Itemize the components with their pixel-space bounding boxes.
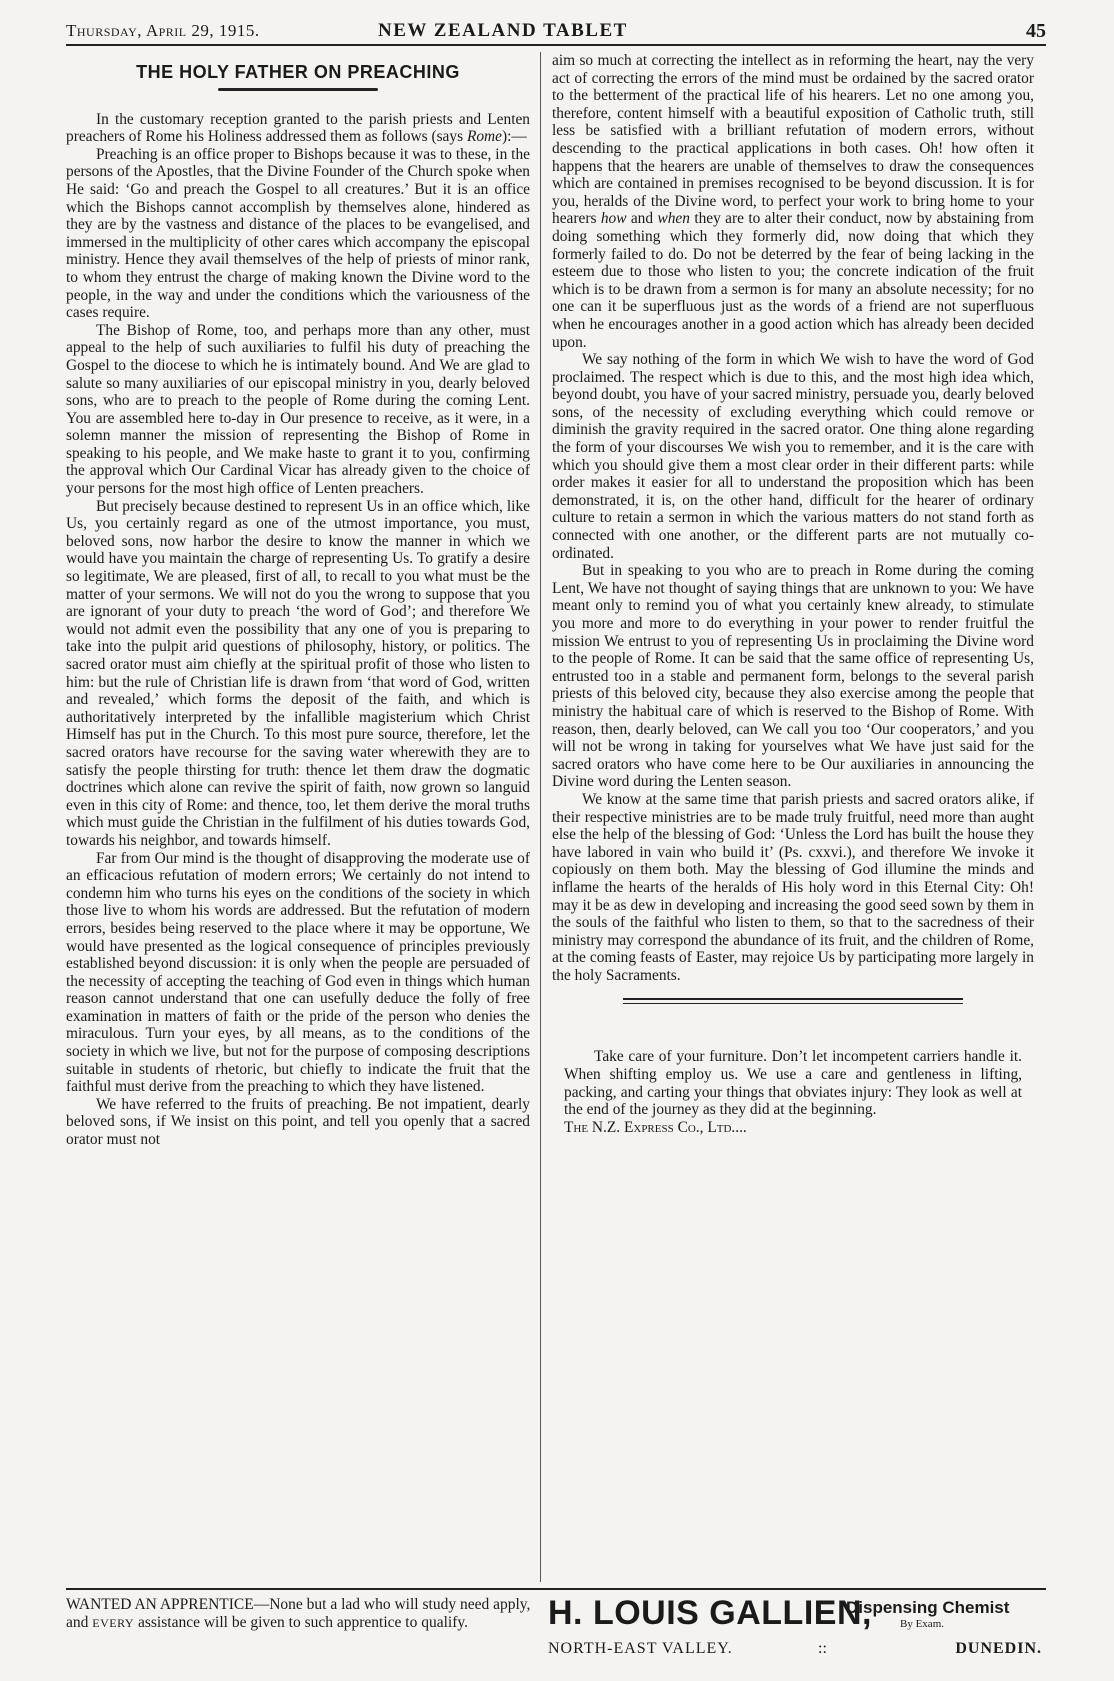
paragraph: We have referred to the fruits of preaching. Be not impatient, dearly beloved sons, if We insist on this point, and tell you openly that a sacred orator must not — [66, 1095, 530, 1149]
chemist-city: DUNEDIN. — [955, 1640, 1042, 1657]
left-column — [66, 52, 530, 1149]
paragraph: We know at the same time that parish priests and sacred orators alike, if their respective ministries are to be made truly fruitful, need more than aught else the help of the blessing of God: ‘Unless the Lord has built the house they have labored in vain who build it’ (Ps. cxxvi.), and therefore We invoke it copiously on them both. May the blessing of God illumine the minds and inflame the hearts of the heralds of His holy word in this Eternal City: Oh! may it be as dew in developing and increasing the good seed sown by them in the souls of the faithful who listen to them, so that to the sacredness of their ministry may correspond the abundance of its fruit, and the children of Rome, at the coming feasts of Easter, may rejoice Us by participating more largely in the holy Sacraments. — [552, 790, 1034, 984]
paragraph: The Bishop of Rome, too, and perhaps more than any other, must appeal to the help of such auxiliaries to fulfil his duty of preaching the Gospel to the diocese to which he is intimately bound. And We are glad to salute so many auxiliaries of our episcopal ministry in you, dearly beloved sons, who are to preach to the people of Rome during the coming Lent. You are assembled here to-day in Our presence to receive, as it were, in a solemn manner the mission of representing the Bishop of Rome in speaking to his people, and We make haste to grant it to you, confirming the approval which Our Cardinal Vicar has already given to the choice of your persons for the most high office of Lenten preachers. — [66, 321, 530, 498]
column-divider — [540, 52, 541, 1582]
express-advertisement — [552, 1048, 1034, 1136]
paragraph: We say nothing of the form in which We wish to have the word of God proclaimed. The respect which is due to this, and the most high idea which, beyond doubt, you have of your sacred ministry, persuade you, dearly beloved sons, of the necessity of excluding everything which could remove or diminish the gravity required in the sacred orator. One thing alone regarding the form of your discourses We wish you to remember, and it is the care with which you should give them a most clear order in their different parts: while order makes it easier for all to understand the proposition which has been demonstrated, it is, on the other hand, difficult for the hearer of ordinary culture to retain a sermon in which the various matters do not stand forth as connected with one another, or the different parts are not mutually co-ordinated. — [552, 351, 1034, 562]
separator: :: — [818, 1640, 827, 1657]
intro-source: Rome — [466, 128, 502, 146]
article-title: THE HOLY FATHER ON PREACHING — [136, 62, 460, 82]
paragraph: But in speaking to you who are to preach in Rome during the coming Lent, We have not thought of saying things that are unknown to you: We have meant only to remind you of what you certainly knew already, to stimulate you more and more to do everything in your power to render fruitful the mission We entrust to you of representing Us in proclaiming the Divine word to the people of Rome. It can be said that the same office of representing Us, entrusted too in a stable and permanent form, belongs to the several parish priests of this beloved city, because they also exercise among the people that ministry the habitual care of which is reserved to the Bishop of Rome. With reason, then, dearly beloved, can We call you too ‘Our cooperators,’ and you will not be wrong in taking for yourselves what We have just said for the sacred orators who have come here to be Our auxiliaries in announcing the Divine word during the Lenten season. — [552, 562, 1034, 791]
right-column — [552, 52, 1034, 1136]
chemist-qualification: By Exam. — [900, 1618, 944, 1630]
page-header — [66, 18, 1046, 46]
paragraph: But precisely because destined to represent Us in an office which, like Us, you certainly regard as one of the utmost importance, you must, beloved sons, now harbor the desire to know the manner in which we would have you maintain the charge of representing Us. To gratify a desire so legitimate, We are pleased, first of all, to recall to you what must be the matter of your sermons. We will not do you the wrong to suppose that you are ignorant of your duty to preach ‘the word of God’; and therefore We would not admit even the possibility that any one of you is preparing to take into the pulpit arid questions of philosophy, history, or politics. The sacred orator must aim chiefly at the spiritual profit of those who listen to him: but the rule of Christian life is drawn from ‘that word of God, written and revealed,’ which forms the deposit of the faith, and which is authoritatively interpreted by the infallible magisterium which Christ Himself has put in the Church. To this most pure source, therefore, let the sacred orators have recourse for the saving water wherewith they are to satisfy the people thirsting for truth: thence let them draw the dogmatic doctrines which alone can revive the spirit of faith, now grown so languid even in this city of Rome: and thence, too, let them derive the moral truths which must guide the Christian in the fulfilment of his duties towards God, towards his neighbor, and towards himself. — [66, 497, 530, 849]
chemist-name: H. LOUIS GALLIEN, — [548, 1594, 872, 1632]
issue-date: Thursday, April 29, 1915. — [66, 21, 260, 40]
express-ad-signature: The N.Z. Express Co., Ltd.... — [564, 1118, 747, 1136]
page-number: 45 — [1026, 20, 1046, 42]
footer-rule — [66, 1588, 1046, 1590]
publication-title: NEW ZEALAND TABLET — [378, 20, 628, 41]
chemist-advertisement — [548, 1594, 1046, 1678]
chemist-role: Dispensing Chemist — [846, 1598, 1010, 1617]
paragraph: Preaching is an office proper to Bishops because it was to these, in the persons of the Apostles, that the Divine Founder of the Church spoke when He said: ‘Go and preach the Gospel to all creatures.’ But it is an office which the Bishops cannot accomplish by themselves alone, hindered as they are by the vastness and distance of the places to be evangelised, and immersed in the multiplicity of other cares which accompany the episcopal ministry. Hence they avail themselves of the help of priests of minor rank, to whom they entrust the charge of making known the Divine word to the people, in the way and under the conditions which the variousness of the cases require. — [66, 145, 530, 322]
wanted-advertisement: WANTED AN APPRENTICE—None but a lad who will study need apply, and EVERY assistance will be given to such apprentice to qualify. — [66, 1596, 531, 1631]
section-rule — [623, 998, 963, 1004]
chemist-location: NORTH-EAST VALLEY. — [548, 1640, 733, 1657]
paragraph-continued: aim so much at correcting the intellect as in reforming the heart, nay the very act of correcting the errors of the mind must be ordained by the sacred orator to the betterment of the practical life of his hearers. Let no one among you, therefore, content himself with a beautiful exposition of Catholic truth, still less be satisfied with a brilliant refutation of modern errors, without descending to the practical applications in both cases. Oh! how often it happens that the hearers are unable of themselves to draw the consequences which are contained in premises recognised to be beyond discussion. It is for you, heralds of the Divine word, to perfect your work to bring home to your hearers how and when they are to alter their conduct, now by abstaining from doing something which they formerly did, now doing that which they formerly failed to do. Do not be deterred by the fear of being lacking in the esteem due to those who listen to you; the concrete indication of the fruit which is to be drawn from a sermon is for many an absolute necessity; for no one can it be superfluous just as the words of a friend are not superfluous when he encourages another in a good action which has already been decided upon. — [552, 52, 1035, 351]
paragraph: Far from Our mind is the thought of disapproving the moderate use of an efficacious refutation of modern errors; We certainly do not intend to condemn him who turns his eyes on the conditions of the society in which those live to whom his words are addressed. But the refutation of modern errors, besides being reserved to the place where it may be opportune, We would have presented as the logical consequence of principles previously established beyond discussion: it is only when the people are persuaded of the necessity of accepting the teaching of God even in things which human reason cannot understand that one can usefully deduce the folly of free examination in matters of faith or the pride of the person who denies the miraculous. Turn your eyes, by all means, as to the conditions of the society in which we live, but not for the purpose of composing descriptions suitable in students of rhetoric, but chiefly to indicate the fruit that the faithful must derive from the preaching to which they have listened. — [66, 849, 530, 1096]
title-rule — [218, 88, 378, 91]
express-ad-text: Take care of your furniture. Don’t let incompetent carriers handle it. When shifting employ us. We use a care and gentleness in lifting, packing, and carting your things that obviates injury: They look as well at the end of the journey as they did at the beginning. — [564, 1048, 1022, 1119]
article-intro: In the customary reception granted to the parish priests and Lenten preachers of Rome his Holiness addressed them as follows (says Rome):— — [66, 110, 530, 146]
